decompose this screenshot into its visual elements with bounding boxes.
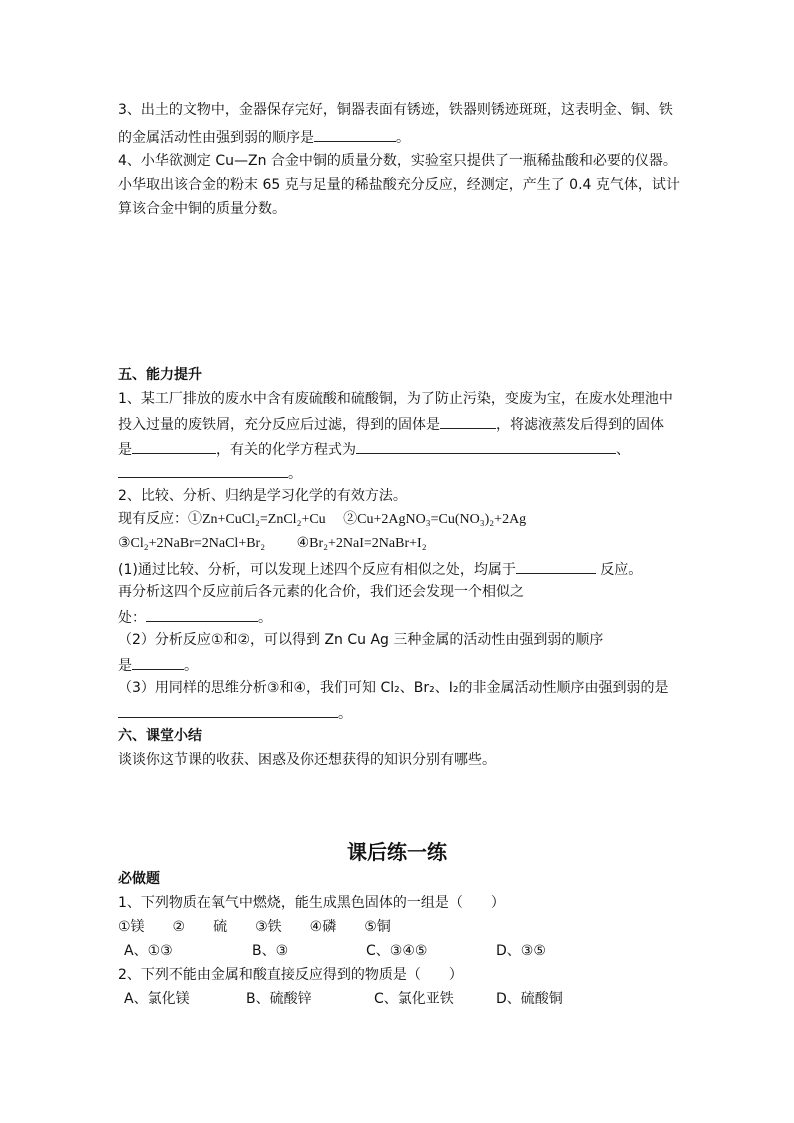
s5-equation-blank-1[interactable] bbox=[356, 439, 616, 454]
s5-reactions-line2: ③Cl₂+2NaBr=2NaCl+Br₂ ④Br₂+2NaI=2NaBr+I₂ bbox=[118, 536, 427, 551]
s5-nonmetal-order-blank[interactable] bbox=[118, 703, 338, 718]
s5-reaction-type-blank[interactable] bbox=[516, 559, 596, 574]
s5-p1-line4 bbox=[118, 463, 302, 483]
s5-p2-line1: 2、比较、分析、归纳是学习化学的有效方法。 bbox=[118, 488, 407, 504]
s5-filtrate-blank[interactable] bbox=[132, 439, 216, 454]
s5-p1-line2-end: ，将滤液蒸发后得到的固体 bbox=[496, 417, 664, 433]
ac-q1-items: ①镁 ② 硫 ③铁 ④磷 ⑤铜 bbox=[118, 919, 391, 935]
section6-text: 谈谈你这节课的收获、困惑及你还想获得的知识分别有哪些。 bbox=[118, 752, 496, 768]
q4-line1: 4、小华欲测定 Cu—Zn 合金中铜的质量分数，实验室只提供了一瓶稀盐酸和必要的仪器。 bbox=[118, 153, 677, 169]
s5-p2-line4-end: 反应。 bbox=[595, 562, 643, 578]
s5-p1-line3 bbox=[118, 439, 630, 459]
ac-q1-option-a[interactable]: A、①③ bbox=[124, 943, 173, 959]
q3-line2 bbox=[118, 127, 410, 147]
q3-line2-end: 。 bbox=[396, 130, 410, 146]
s5-p2-line10 bbox=[118, 703, 352, 723]
ac-q1-option-d[interactable]: D、③⑤ bbox=[496, 943, 546, 959]
ac-q2-option-b[interactable]: B、硫酸锌 bbox=[246, 991, 312, 1007]
s5-p1-line4-end: 。 bbox=[288, 466, 302, 482]
ac-q1-option-b[interactable]: B、③ bbox=[252, 943, 289, 959]
s5-p1-line1: 1、某工厂排放的废水中含有废硫酸和硫酸铜，为了防止污染，变废为宝，在废水处理池中 bbox=[118, 391, 673, 407]
q4-line3: 算该合金中铜的质量分数。 bbox=[118, 201, 286, 217]
ac-q2: 2、下列不能由金属和酸直接反应得到的物质是（ ） bbox=[118, 967, 463, 983]
s5-p1-line2-text: 投入过量的废铁屑，充分反应后过滤，得到的固体是 bbox=[118, 417, 440, 433]
q3-answer-blank[interactable] bbox=[314, 127, 396, 142]
s5-p2-line8 bbox=[118, 655, 198, 675]
s5-p1-line3-a: 是 bbox=[118, 442, 132, 458]
s5-similarity-blank[interactable] bbox=[146, 607, 258, 622]
page-title: 课后练一练 bbox=[347, 840, 447, 864]
s5-p2-line6 bbox=[118, 607, 272, 627]
ac-q2-option-a[interactable]: A、氯化镁 bbox=[124, 991, 190, 1007]
s5-reactions-line1: 现有反应：①Zn+CuCl₂=ZnCl₂+Cu ②Cu+2AgNO₃=Cu(NO₃)₂+2Ag bbox=[118, 512, 527, 527]
s5-equation-blank-2[interactable] bbox=[118, 463, 288, 478]
s5-p1-line3-c: 、 bbox=[616, 442, 630, 458]
q4-line2: 小华取出该合金的粉末 65 克与足量的稀盐酸充分反应，经测定，产生了 0.4 克气体，试计 bbox=[118, 177, 680, 193]
s5-p2-line6-text: 处： bbox=[118, 610, 146, 626]
ac-q2-options bbox=[124, 990, 563, 1008]
required-heading: 必做题 bbox=[118, 871, 160, 887]
s5-p1-line3-b: ，有关的化学方程式为 bbox=[216, 442, 356, 458]
section6-heading: 六、课堂小结 bbox=[118, 728, 202, 744]
s5-p1-line2 bbox=[118, 414, 664, 434]
ac-q1-option-c[interactable]: C、③④⑤ bbox=[366, 943, 428, 959]
s5-p2-line8-text: 是 bbox=[118, 658, 132, 674]
q3-line2-text: 的金属活动性由强到弱的顺序是 bbox=[118, 130, 314, 146]
s5-p2-line6-end: 。 bbox=[258, 610, 272, 626]
s5-p2-line4 bbox=[118, 559, 642, 579]
ac-q2-option-d[interactable]: D、硫酸铜 bbox=[496, 991, 563, 1007]
s5-p2-line4-text: (1)通过比较、分析，可以发现上述四个反应有相似之处，均属于 bbox=[118, 562, 516, 578]
s5-solid-blank[interactable] bbox=[440, 414, 496, 429]
s5-metal-order-blank[interactable] bbox=[132, 655, 184, 670]
s5-p2-line9: （3）用同样的思维分析③和④，我们可知 Cl₂、Br₂、I₂的非金属活动性顺序由强到弱的是 bbox=[118, 680, 669, 696]
s5-p2-line5: 再分析这四个反应前后各元素的化合价，我们还会发现一个相似之 bbox=[118, 584, 524, 600]
q3-line1: 3、出土的文物中，金器保存完好，铜器表面有锈迹，铁器则锈迹斑斑，这表明金、铜、铁 bbox=[118, 102, 673, 118]
s5-p2-line8-end: 。 bbox=[184, 658, 198, 674]
section5-heading: 五、能力提升 bbox=[118, 367, 202, 383]
ac-q1: 1、下列物质在氧气中燃烧，能生成黑色固体的一组是（ ） bbox=[118, 895, 505, 911]
ac-q1-options bbox=[124, 942, 546, 960]
s5-p2-line7: （2）分析反应①和②，可以得到 Zn Cu Ag 三种金属的活动性由强到弱的顺序 bbox=[118, 632, 604, 648]
ac-q2-option-c[interactable]: C、氯化亚铁 bbox=[374, 991, 454, 1007]
s5-p2-line10-end: 。 bbox=[338, 706, 352, 722]
